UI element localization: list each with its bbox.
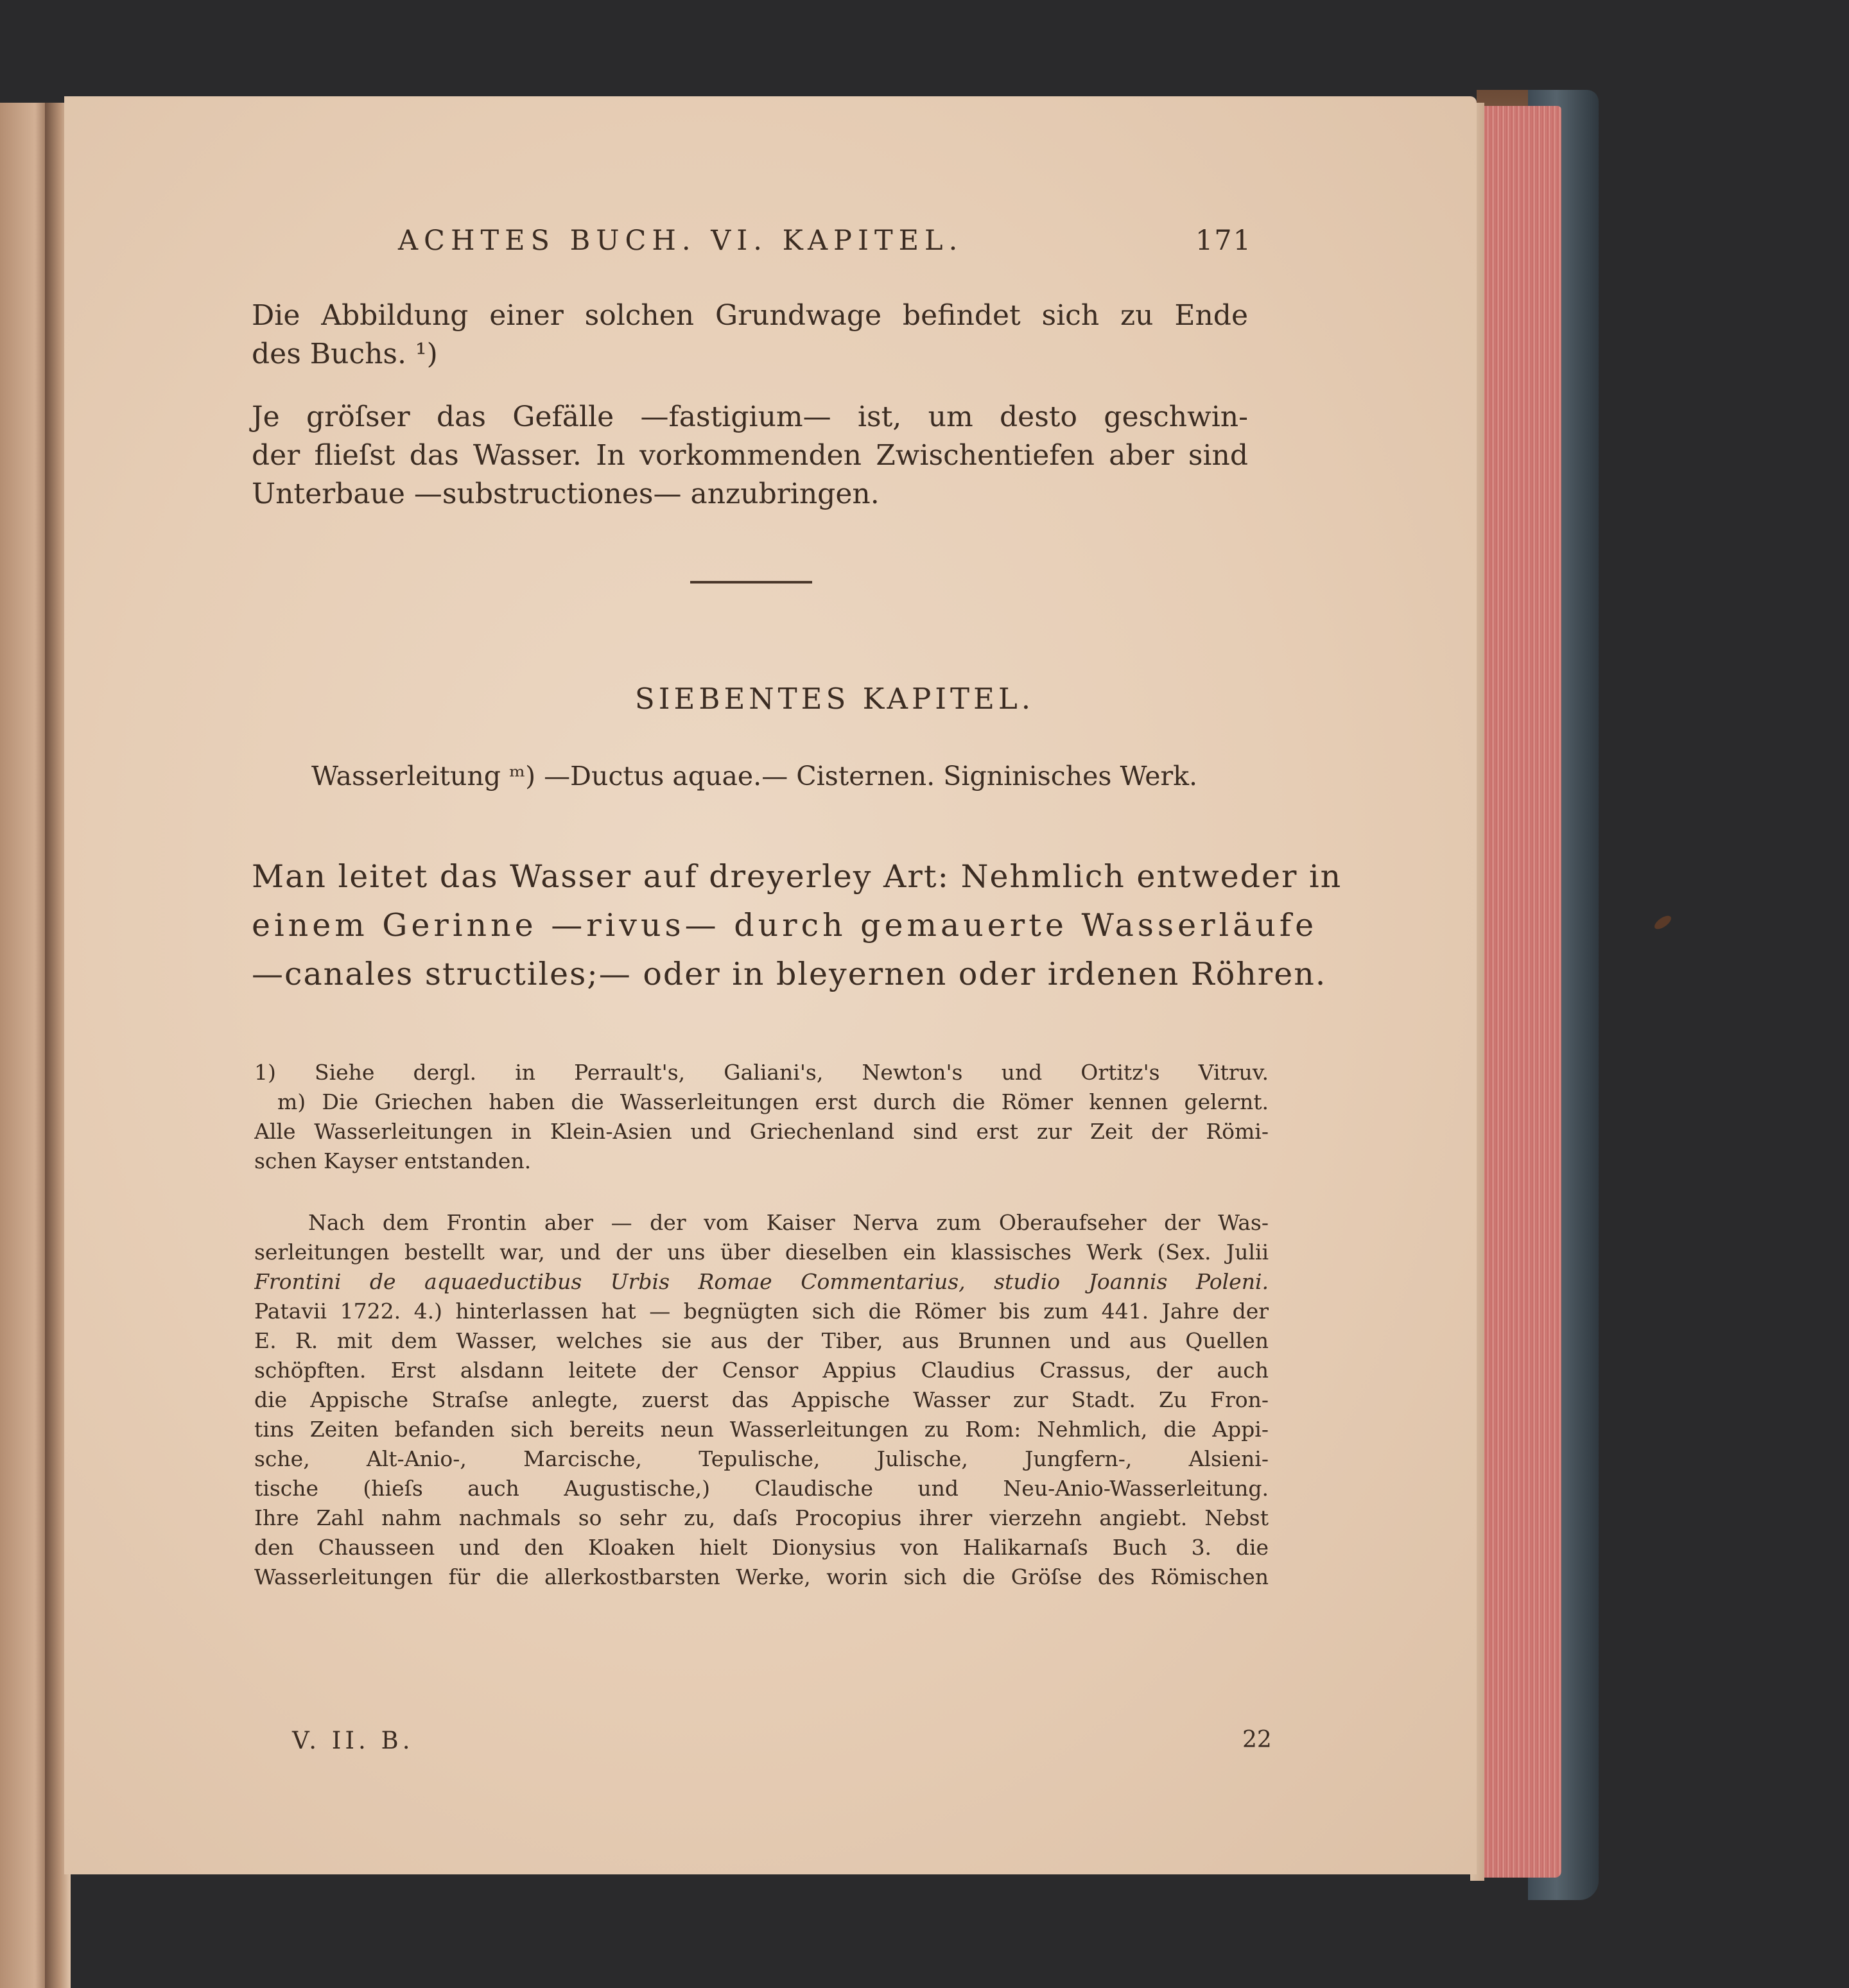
main-paragraph	[252, 852, 1342, 999]
footnote-line: Alle Wasserleitungen in Klein-Asien und Griechenland sind erst zur Zeit der Römi-	[254, 1119, 1269, 1144]
text-line: Man leitet das Wasser auf dreyerley Art: Nehmlich entweder in	[252, 858, 1342, 895]
footnote-line: tische (hieſs auch Augustische,) Claudische und Neu-Anio-Wasserleitung.	[254, 1476, 1269, 1501]
footnote-paragraph	[254, 1208, 1269, 1592]
footnote-line: den Chausseen und den Kloaken hielt Dionysius von Halikarnaſs Buch 3. die	[254, 1535, 1269, 1560]
footnote-line: sche, Alt-Anio-, Marcische, Tepulische, Julische, Jungfern-, Alsieni-	[254, 1446, 1269, 1471]
footnote-line: schen Kayser entstanden.	[254, 1148, 532, 1173]
text-line: der flieſst das Wasser. In vorkommenden Zwischentiefen aber sind	[252, 439, 1248, 472]
footnote-line: Ihre Zahl nahm nachmals so sehr zu, daſs Procopius ihrer vierzehn angiebt. Nebst	[254, 1505, 1269, 1530]
text-line: Die Abbildung einer solchen Grundwage befindet sich zu Ende	[252, 299, 1248, 332]
footnote-line: m) Die Griechen haben die Wasserleitungen erst durch die Römer kennen gelernt.	[277, 1089, 1269, 1114]
footnote-line: serleitungen bestellt war, und der uns über dieselben ein klassisches Werk (Sex. Julii	[254, 1240, 1269, 1265]
chapter-heading: SIEBENTES KAPITEL.	[634, 682, 1035, 716]
footnote-line: Wasserleitungen für die allerkostbarsten Werke, worin sich die Gröſse des Römischen	[254, 1564, 1269, 1589]
text-line: Unterbaue —substructiones— anzubringen.	[252, 478, 880, 510]
footnote-line: schöpften. Erst alsdann leitete der Censor Appius Claudius Crassus, der auch	[254, 1358, 1269, 1383]
footnote-line: 1) Siehe dergl. in Perrault's, Galiani's, Newton's und Ortitz's Vitruv.	[254, 1060, 1269, 1085]
chapter-subtitle: Wasserleitung ᵐ) —Ductus aquae.— Cisternen. Signinisches Werk.	[311, 761, 1198, 791]
text-line: des Buchs. ¹)	[252, 338, 438, 370]
paragraph-grundwage	[252, 297, 1248, 374]
text-line: Je gröſser das Gefälle —fastigium— ist, um desto geschwin-	[252, 401, 1248, 433]
text-line: —canales structiles;— oder in bleyernen oder irdenen Röhren.	[252, 956, 1327, 992]
footnote-line: Nach dem Frontin aber — der vom Kaiser Nerva zum Oberaufseher der Was-	[308, 1210, 1269, 1235]
running-head-title: ACHTES BUCH. VI. KAPITEL.	[398, 225, 964, 257]
signature-mark: V. II. B.	[292, 1727, 414, 1754]
footnotes	[254, 1058, 1269, 1176]
paragraph-gefaelle	[252, 398, 1248, 514]
text-line: einem Gerinne —rivus— durch gemauerte Wasserläufe	[252, 907, 1318, 944]
section-divider	[690, 581, 812, 583]
footnote-line: E. R. mit dem Wasser, welches sie aus der Tiber, aus Brunnen und aus Quellen	[254, 1328, 1269, 1353]
running-head	[398, 225, 1252, 257]
page-number: 171	[1195, 225, 1252, 257]
footnote-line: Frontini de aquaeductibus Urbis Romae Commentarius, studio Joannis Poleni.	[254, 1269, 1269, 1294]
sheet-number: 22	[1242, 1727, 1272, 1753]
footnote-line: tins Zeiten befanden sich bereits neun Wasserleitungen zu Rom: Nehmlich, die Appi-	[254, 1417, 1269, 1442]
footnote-line: Patavii 1722. 4.) hinterlassen hat — begnügten sich die Römer bis zum 441. Jahre der	[254, 1299, 1269, 1324]
footnote-line: die Appische Straſse anlegte, zuerst das Appische Wasser zur Stadt. Zu Fron-	[254, 1387, 1269, 1412]
